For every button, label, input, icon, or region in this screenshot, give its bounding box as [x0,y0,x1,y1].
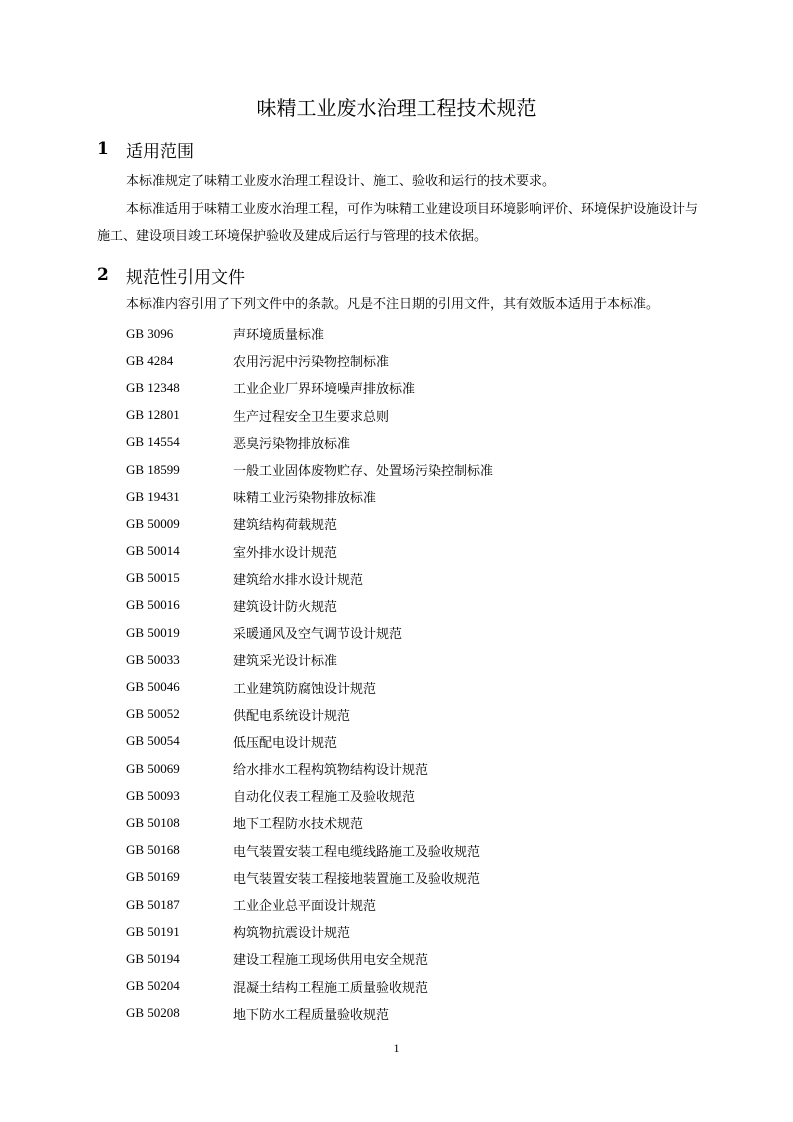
paragraph: 本标准规定了味精工业废水治理工程设计、施工、验收和运行的技术要求。 [126,174,556,189]
reference-name: 地下防水工程质量验收规范 [233,1007,390,1023]
reference-name: 生产过程安全卫生要求总则 [233,409,390,425]
reference-name: 电气装置安装工程接地装置施工及验收规范 [233,871,481,887]
reference-code: GB 50204 [126,978,180,994]
reference-code: GB 12348 [126,379,180,395]
reference-name: 地下工程防水技术规范 [233,817,364,833]
reference-code: GB 19431 [126,488,180,504]
reference-name: 建筑结构荷载规范 [233,518,338,534]
reference-name: 室外排水设计规范 [233,545,338,561]
reference-item [126,347,493,374]
reference-code: GB 50009 [126,515,180,531]
reference-item [126,483,493,510]
reference-name: 混凝土结构工程施工质量验收规范 [233,980,429,996]
section-heading-1 [97,136,194,162]
reference-code: GB 3096 [126,325,174,341]
page-number: 1 [393,1041,400,1055]
reference-item [126,320,493,347]
reference-item [126,429,493,456]
reference-name: 采暖通风及空气调节设计规范 [233,627,403,643]
reference-code: GB 50015 [126,570,180,586]
reference-item [126,837,493,864]
reference-item [126,456,493,483]
reference-code: GB 50194 [126,950,180,966]
reference-item [126,619,493,646]
reference-item [126,374,493,401]
section-title: 规范性引用文件 [126,267,245,288]
reference-code: GB 50108 [126,814,180,830]
paragraph: 本标准内容引用了下列文件中的条款。凡是不注日期的引用文件，其有效版本适用于本标准。 [126,297,660,312]
reference-item [126,918,493,945]
reference-code: GB 50169 [126,869,180,885]
reference-name: 一般工业固体废物贮存、处置场污染控制标准 [233,464,494,480]
reference-code: GB 50168 [126,842,180,858]
reference-item [126,1000,493,1027]
paragraph: 本标准适用于味精工业废水治理工程，可作为味精工业建设项目环境影响评价、环境保护设施设计与施工、建设项目竣工环境保护验收及建成后运行与管理的技术依据。 [97,202,699,244]
reference-name: 建筑设计防火规范 [233,599,338,615]
reference-name: 供配电系统设计规范 [233,708,351,724]
reference-name: 声环境质量标准 [233,328,325,344]
section-title: 适用范围 [126,141,194,162]
reference-item [126,755,493,782]
reference-item [126,510,493,537]
reference-item [126,673,493,700]
reference-code: GB 18599 [126,461,180,477]
reference-code: GB 50014 [126,543,180,559]
reference-item [126,864,493,891]
reference-item [126,592,493,619]
reference-item [126,646,493,673]
section-number: 2 [97,265,109,285]
reference-name: 恶臭污染物排放标准 [233,436,351,452]
reference-code: GB 14554 [126,434,180,450]
reference-name: 工业企业总平面设计规范 [233,899,377,915]
reference-item [126,538,493,565]
reference-item [126,728,493,755]
reference-code: GB 4284 [126,352,174,368]
reference-name: 工业建筑防腐蚀设计规范 [233,681,377,697]
reference-code: GB 50033 [126,651,180,667]
reference-item [126,402,493,429]
reference-code: GB 50069 [126,760,180,776]
reference-code: GB 50187 [126,896,180,912]
reference-code: GB 50046 [126,679,180,695]
reference-name: 建设工程施工现场供用电安全规范 [233,953,429,969]
reference-item [126,701,493,728]
reference-code: GB 50054 [126,733,180,749]
reference-name: 给水排水工程构筑物结构设计规范 [233,763,429,779]
reference-code: GB 12801 [126,407,180,423]
reference-code: GB 50019 [126,624,180,640]
reference-name: 建筑采光设计标准 [233,654,338,670]
reference-name: 电气装置安装工程电缆线路施工及验收规范 [233,844,481,860]
reference-code: GB 50208 [126,1005,180,1021]
reference-item [126,782,493,809]
reference-name: 建筑给水排水设计规范 [233,572,364,588]
reference-item [126,973,493,1000]
reference-name: 构筑物抗震设计规范 [233,926,351,942]
reference-name: 农用污泥中污染物控制标准 [233,355,390,371]
reference-code: GB 50093 [126,787,180,803]
reference-code: GB 50191 [126,923,180,939]
reference-name: 低压配电设计规范 [233,735,338,751]
reference-code: GB 50052 [126,706,180,722]
reference-code: GB 50016 [126,597,180,613]
reference-name: 味精工业污染物排放标准 [233,491,377,507]
section-heading-2 [97,262,245,288]
reference-item [126,809,493,836]
reference-item [126,945,493,972]
reference-item [126,891,493,918]
section-number: 1 [97,139,109,159]
reference-name: 自动化仪表工程施工及验收规范 [233,790,416,806]
reference-name: 工业企业厂界环境噪声排放标准 [233,382,416,398]
page-title: 味精工业废水治理工程技术规范 [256,96,537,120]
reference-item [126,565,493,592]
reference-list [126,320,493,1027]
